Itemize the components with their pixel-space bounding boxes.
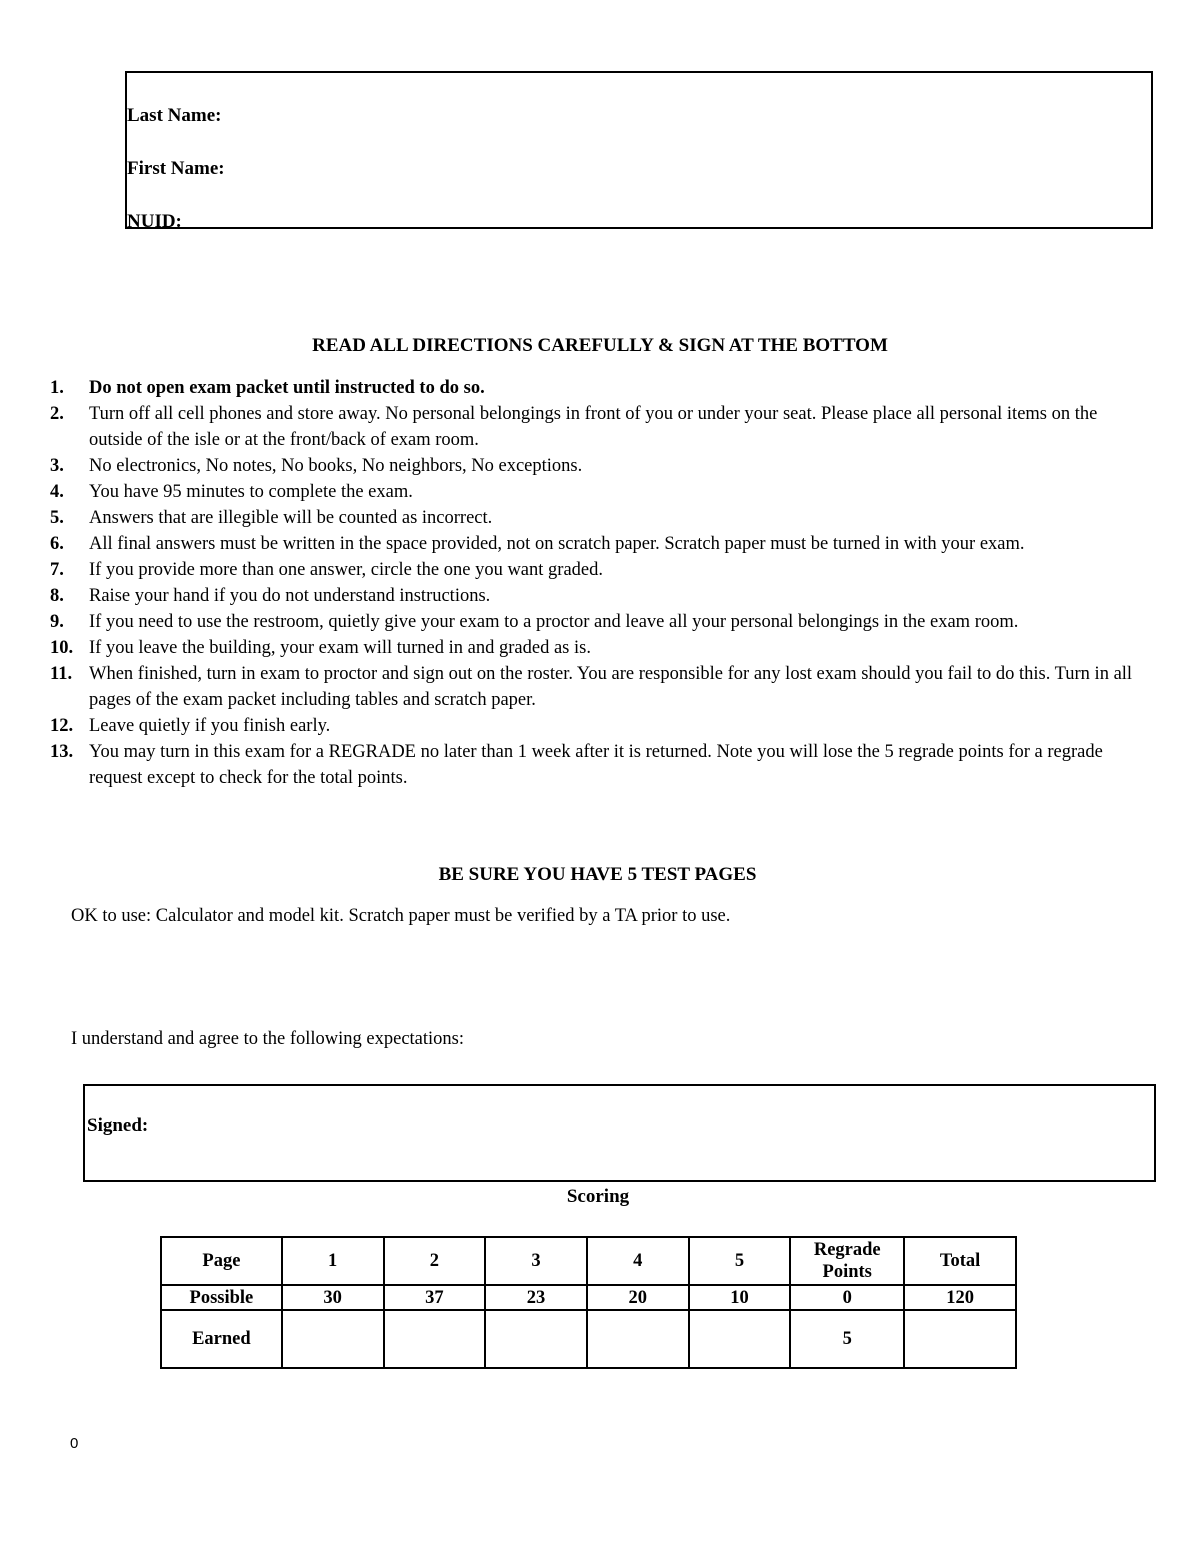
direction-item [50, 505, 1140, 531]
scoring-title: Scoring [566, 1186, 630, 1207]
direction-item [50, 713, 1140, 739]
agreement-statement: I understand and agree to the following expectations: [71, 1029, 464, 1049]
direction-number: 13. [50, 742, 74, 762]
page-number: 0 [70, 1435, 79, 1452]
direction-number: 6. [50, 534, 64, 554]
header-cell: Total [904, 1237, 1016, 1285]
direction-number: 1. [50, 378, 64, 398]
possible-cell: 20 [587, 1285, 689, 1310]
possible-cell: 23 [485, 1285, 587, 1310]
direction-text: When finished, turn in exam to proctor and sign out on the roster. You are responsible for any lost exam should you fail to do this. Turn in all pages of the exam packet including tables and scratch paper. [89, 664, 1133, 710]
header-cell: Regrade Points [790, 1237, 904, 1285]
direction-number: 9. [50, 612, 64, 632]
possible-cell: 0 [790, 1285, 904, 1310]
direction-text: Turn off all cell phones and store away. No personal belongings in front of you or under your seat. Please place all personal items on the outside of the isle or at the front/back of exam room. [89, 404, 1098, 450]
direction-number: 11. [50, 664, 73, 684]
earned-cell[interactable] [689, 1310, 791, 1368]
allowed-materials: OK to use: Calculator and model kit. Scratch paper must be verified by a TA prior to use. [71, 906, 731, 926]
direction-item [50, 453, 1140, 479]
direction-item [50, 375, 1140, 401]
direction-item [50, 531, 1140, 557]
direction-text: You may turn in this exam for a REGRADE no later than 1 week after it is returned. Note you will lose the 5 regrade points for a regrade request except to check for the total points. [89, 742, 1103, 788]
direction-text: Leave quietly if you finish early. [89, 716, 331, 736]
direction-number: 3. [50, 456, 64, 476]
header-cell: 5 [689, 1237, 791, 1285]
header-cell: 2 [384, 1237, 486, 1285]
direction-text: If you leave the building, your exam will turned in and graded as is. [89, 638, 591, 658]
scoring-table [160, 1236, 1017, 1369]
earned-cell[interactable] [485, 1310, 587, 1368]
earned-cell: 5 [790, 1310, 904, 1368]
header-cell: Page [161, 1237, 282, 1285]
direction-number: 5. [50, 508, 64, 528]
possible-cell: 120 [904, 1285, 1016, 1310]
table-row [161, 1310, 1016, 1368]
direction-number: 7. [50, 560, 64, 580]
possible-cell: 37 [384, 1285, 486, 1310]
signature-label: Signed: [87, 1115, 149, 1136]
possible-cell: 30 [282, 1285, 384, 1310]
direction-text: Raise your hand if you do not understand instructions. [89, 586, 491, 606]
direction-text: No electronics, No notes, No books, No neighbors, No exceptions. [89, 456, 583, 476]
name-box [125, 71, 1153, 232]
earned-cell[interactable] [587, 1310, 689, 1368]
earned-cell[interactable] [384, 1310, 486, 1368]
direction-item [50, 401, 1140, 453]
header-cell: 3 [485, 1237, 587, 1285]
directions-title: READ ALL DIRECTIONS CAREFULLY & SIGN AT THE BOTTOM [312, 335, 888, 356]
direction-item [50, 739, 1140, 791]
table-row [161, 1285, 1016, 1310]
direction-item [50, 661, 1140, 713]
direction-item [50, 557, 1140, 583]
last-name-label: Last Name: [127, 105, 222, 126]
directions-list [50, 375, 1140, 791]
direction-item [50, 635, 1140, 661]
direction-text: All final answers must be written in the space provided, not on scratch paper. Scratch paper must be turned in with your exam. [89, 534, 1025, 554]
earned-cell[interactable] [282, 1310, 384, 1368]
possible-cell: Possible [161, 1285, 282, 1310]
direction-item [50, 479, 1140, 505]
header-cell: 4 [587, 1237, 689, 1285]
direction-number: 12. [50, 716, 74, 736]
direction-text: Do not open exam packet until instructed to do so. [89, 378, 485, 398]
direction-number: 10. [50, 638, 74, 658]
direction-text: If you need to use the restroom, quietly give your exam to a proctor and leave all your personal belongings in the exam room. [89, 612, 1019, 632]
direction-text: If you provide more than one answer, circle the one you want graded. [89, 560, 603, 580]
earned-cell: Earned [161, 1310, 282, 1368]
direction-item [50, 583, 1140, 609]
test-pages-notice: BE SURE YOU HAVE 5 TEST PAGES [438, 864, 757, 885]
table-row [161, 1237, 1016, 1285]
possible-cell: 10 [689, 1285, 791, 1310]
earned-cell[interactable] [904, 1310, 1016, 1368]
direction-number: 8. [50, 586, 64, 606]
nuid-label: NUID: [127, 211, 182, 232]
first-name-label: First Name: [127, 158, 225, 179]
signature-box[interactable] [83, 1084, 1156, 1182]
direction-item [50, 609, 1140, 635]
direction-text: Answers that are illegible will be counted as incorrect. [89, 508, 493, 528]
direction-number: 4. [50, 482, 64, 502]
direction-text: You have 95 minutes to complete the exam. [89, 482, 413, 502]
direction-number: 2. [50, 404, 64, 424]
header-cell: 1 [282, 1237, 384, 1285]
